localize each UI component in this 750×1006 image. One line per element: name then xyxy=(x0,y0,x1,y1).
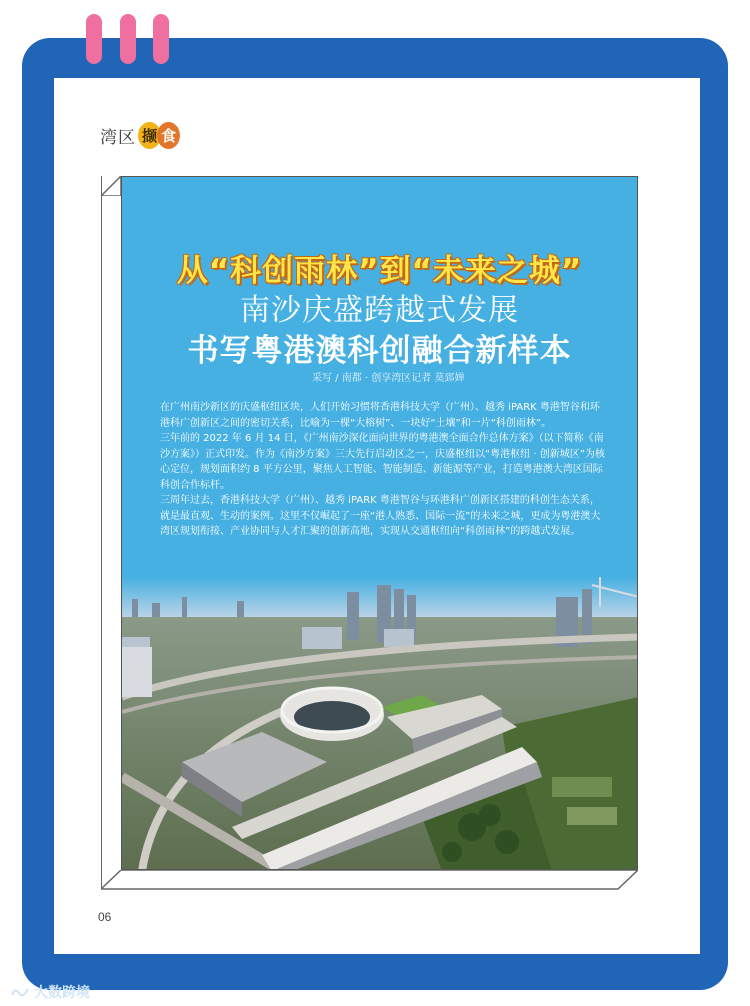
watermark-text: 大数跨境 xyxy=(34,985,90,1001)
watermark xyxy=(10,982,90,1002)
section-badge-char-2: 食 xyxy=(157,122,180,149)
section-badge-char-1: 撷 xyxy=(138,122,161,149)
binder-tab xyxy=(120,14,136,64)
section-tag xyxy=(100,121,180,149)
watermark-logo-icon xyxy=(10,985,30,999)
paragraph: 三年前的 2022 年 6 月 14 日，《广州南沙深化面向世界的粤港澳全面合作总体方案》（以下简称《南沙方案》）正式印发。作为《南沙方案》三大先行启动区之一，庆盛枢纽以“粤港枢纽 · 创新城区”为核心定位，规划面积约 8 平方公里，聚焦人工智能、智能制造、新能源等产业，打造粤港澳大湾区国际科创合作标杆。 xyxy=(160,433,605,491)
box-side-edge xyxy=(101,176,122,889)
box-top-edge xyxy=(101,176,122,196)
article-panel xyxy=(121,176,638,870)
headline-line-3: 书写粤港澳科创融合新样本 xyxy=(187,333,572,369)
paragraph: 在广州南沙新区的庆盛枢纽区块，人们开始习惯将香港科技大学（广州）、越秀 iPARK 粤港智谷和环港科广创新区之间的密切关系，比喻为一棵“大榕树”、一块好“土壤”和一片“科创雨林”。 xyxy=(160,402,600,429)
box-bottom-edge xyxy=(101,870,638,890)
headline-line-2: 南沙庆盛跨越式发展 xyxy=(240,293,519,328)
headline-line-1: 从“科创雨林”到“未来之城” xyxy=(176,253,583,289)
page-number: 06 xyxy=(98,910,112,924)
article-body xyxy=(160,400,608,540)
aerial-station-photo xyxy=(122,577,638,870)
byline: 采写 / 南都 · 创享湾区记者 莫郅婵 xyxy=(312,373,465,384)
section-label: 湾区 xyxy=(100,127,136,148)
paragraph: 三周年过去，香港科技大学（广州）、越秀 iPARK 粤港智谷与环港科广创新区搭建的科创生态关系，就是最直观、生动的案例。这里不仅崛起了一座“港人熟悉、国际一流”的未来之城，更成为粤港澳大湾区规划衔接、产业协同与人才汇聚的创新高地，实现从交通枢纽向“科创雨林”的跨越式发展。 xyxy=(160,495,601,537)
binder-tab xyxy=(86,14,102,64)
binder-tab xyxy=(153,14,169,64)
